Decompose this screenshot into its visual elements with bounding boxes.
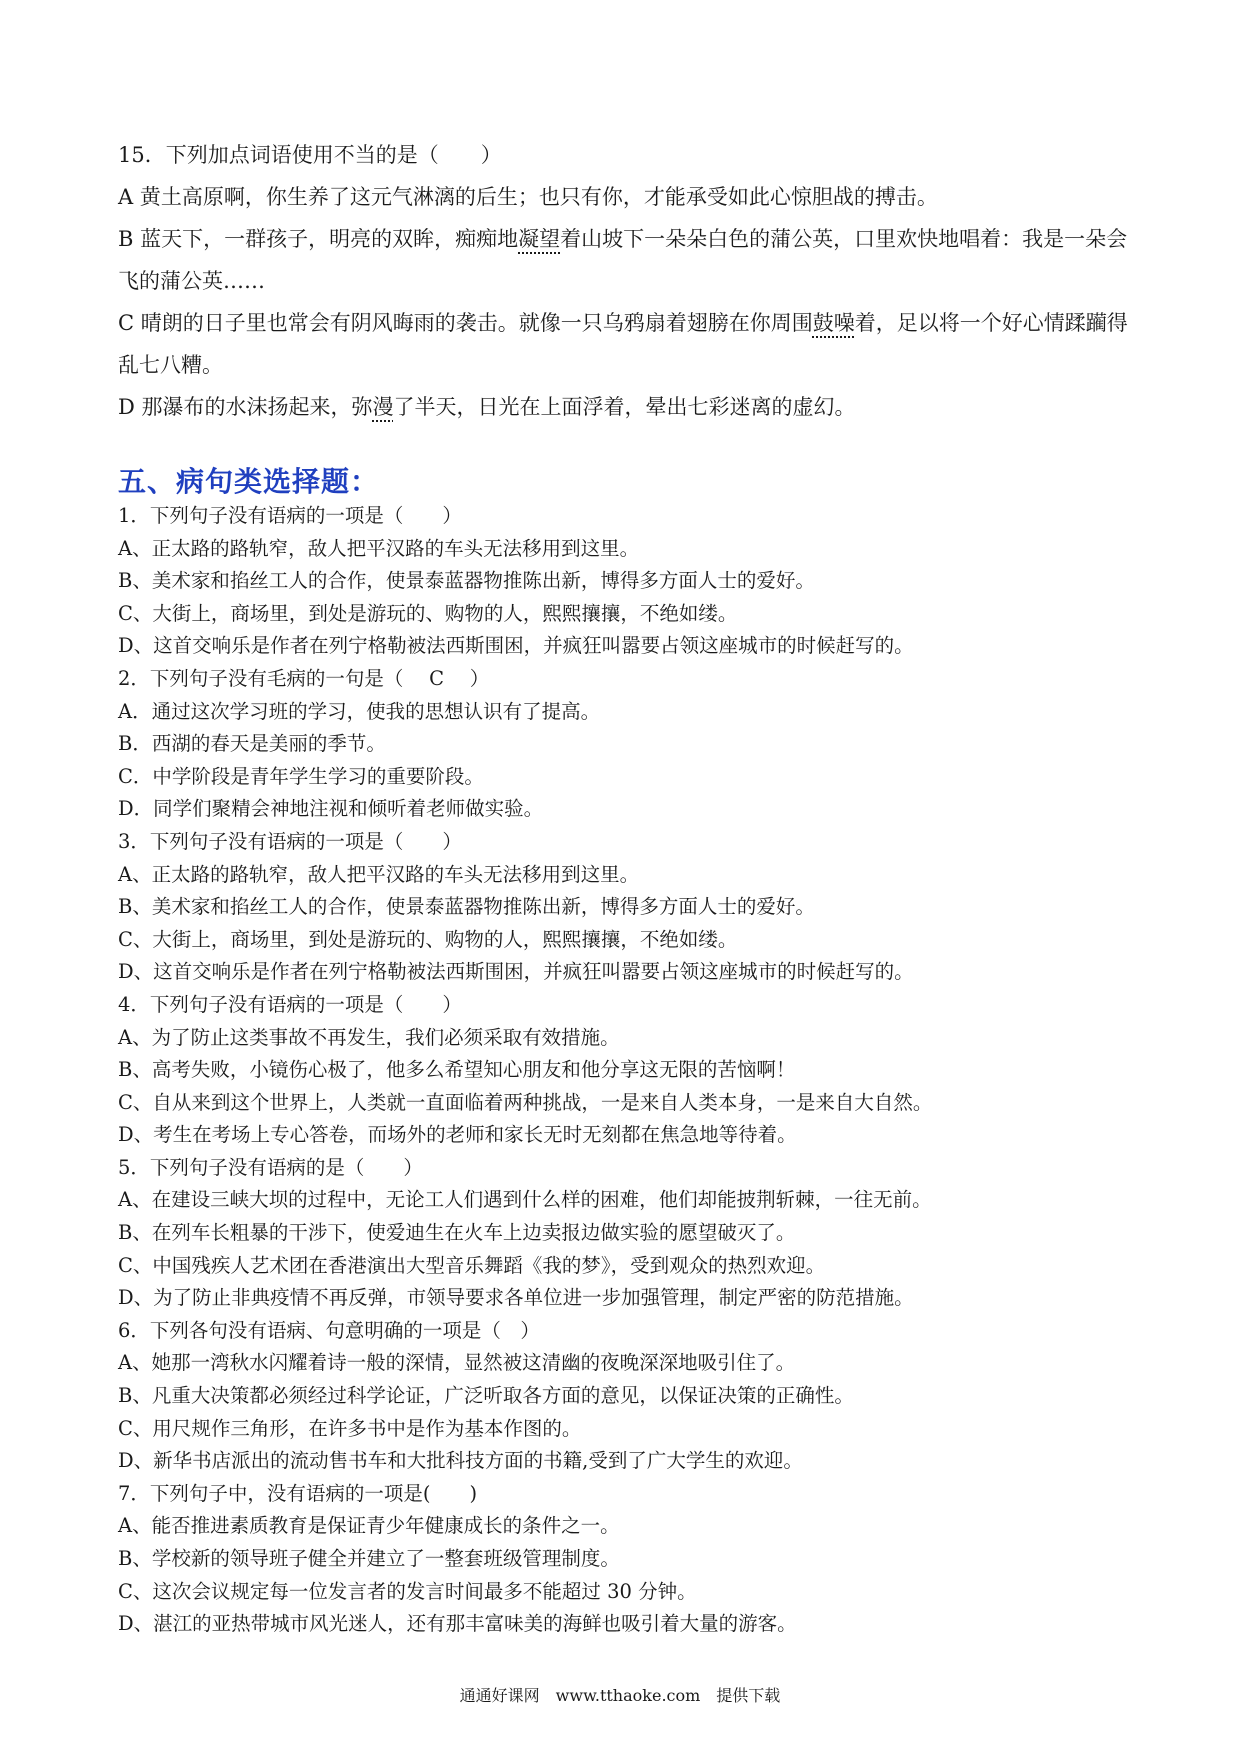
option-c: C、大街上，商场里，到处是游玩的、购物的人，熙熙攘攘，不绝如缕。 <box>118 927 738 951</box>
question-1 <box>118 500 1138 663</box>
option-c: C、自从来到这个世界上，人类就一直面临着两种挑战，一是来自人类本身，一是来自大自然。 <box>118 1090 933 1114</box>
option-c: C、大街上，商场里，到处是游玩的、购物的人，熙熙攘攘，不绝如缕。 <box>118 601 738 625</box>
question-15-option-d <box>118 386 1138 428</box>
option-a: A、在建设三峡大坝的过程中，无论工人们遇到什么样的困难，他们却能披荆斩棘，一往无前。 <box>118 1188 932 1212</box>
question-stem: 3．下列句子没有语病的一项是（ ） <box>118 829 462 853</box>
option-b: B、高考失败，小镜伤心极了，他多么希望知心朋友和他分享这无限的苦恼啊！ <box>118 1058 796 1082</box>
option-c: C、用尺规作三角形，在许多书中是作为基本作图的。 <box>118 1416 582 1440</box>
section-title: 五、病句类选择题： <box>118 465 380 498</box>
option-c-dotted-word: 鼓噪 <box>812 311 855 335</box>
option-b-dotted-word: 凝望 <box>518 227 561 251</box>
option-d-dotted-word: 漫 <box>372 395 394 419</box>
option-a: A．通过这次学习班的学习，使我的思想认识有了提高。 <box>118 699 601 723</box>
option-c: C、这次会议规定每一位发言者的发言时间最多不能超过 30 分钟。 <box>118 1579 697 1603</box>
option-b: B、美术家和掐丝工人的合作，使景泰蓝器物推陈出新，博得多方面人士的爱好。 <box>118 569 815 593</box>
footer-credit: 通通好课网 www.tthaoke.com 提供下载 <box>459 1686 781 1705</box>
option-b: B、凡重大决策都必须经过科学论证，广泛听取各方面的意见，以保证决策的正确性。 <box>118 1384 854 1408</box>
question-6 <box>118 1315 1138 1478</box>
option-c-text-2: 着，足以将一个好心情蹂躏得乱七八糟。 <box>118 311 1128 377</box>
option-d: D、考生在考场上专心答卷，而场外的老师和家长无时无刻都在焦急地等待着。 <box>118 1123 797 1147</box>
option-d-text-1: D 那瀑布的水沫扬起来，弥 <box>118 395 373 419</box>
option-d-text-2: 了半天，日光在上面浮着，晕出七彩迷离的虚幻。 <box>393 395 856 419</box>
question-stem: 1．下列句子没有语病的一项是（ ） <box>118 504 462 527</box>
question-stem: 7．下列句子中，没有语病的一项是( ) <box>118 1481 478 1505</box>
option-c: C．中学阶段是青年学生学习的重要阶段。 <box>118 764 484 788</box>
option-d: D．同学们聚精会神地注视和倾听着老师做实验。 <box>118 797 544 821</box>
question-4 <box>118 989 1138 1152</box>
option-c: C、中国残疾人艺术团在香港演出大型音乐舞蹈《我的梦》，受到观众的热烈欢迎。 <box>118 1253 826 1277</box>
option-a: A、正太路的路轨窄，敌人把平汉路的车头无法移用到这里。 <box>118 862 640 886</box>
question-list <box>118 500 1138 1641</box>
option-b: B、美术家和掐丝工人的合作，使景泰蓝器物推陈出新，博得多方面人士的爱好。 <box>118 895 815 919</box>
option-b: B、在列车长粗暴的干涉下，使爱迪生在火车上边卖报边做实验的愿望破灭了。 <box>118 1221 796 1245</box>
option-a: A、她那一湾秋水闪耀着诗一般的深情，显然被这清幽的夜晚深深地吸引住了。 <box>118 1351 796 1375</box>
question-stem: 4．下列句子没有语病的一项是（ ） <box>118 992 462 1016</box>
option-d: D、为了防止非典疫情不再反弹，市领导要求各单位进一步加强管理，制定严密的防范措施。 <box>118 1286 914 1310</box>
option-a: A、为了防止这类事故不再发生，我们必须采取有效措施。 <box>118 1025 620 1049</box>
question-15-stem: 15．下列加点词语使用不当的是（ ） <box>118 143 502 167</box>
question-2 <box>118 663 1138 826</box>
question-stem: 2．下列句子没有毛病的一句是（ C ） <box>118 666 490 690</box>
option-c-text-1: C 晴朗的日子里也常会有阴风晦雨的袭击。就像一只乌鸦扇着翅膀在你周围 <box>118 311 813 335</box>
option-b: B．西湖的春天是美丽的季节。 <box>118 732 386 756</box>
question-stem: 6．下列各句没有语病、句意明确的一项是（ ） <box>118 1318 540 1342</box>
question-15-option-a: A 黄土高原啊，你生养了这元气淋漓的后生；也只有你，才能承受如此心惊胆战的搏击。 <box>118 185 938 209</box>
option-b: B、学校新的领导班子健全并建立了一整套班级管理制度。 <box>118 1547 620 1570</box>
question-5 <box>118 1152 1138 1315</box>
option-d: D、这首交响乐是作者在列宁格勒被法西斯围困，并疯狂叫嚣要占领这座城市的时候赶写的。 <box>118 634 914 658</box>
question-7 <box>118 1478 1138 1641</box>
question-15-option-b <box>118 218 1138 302</box>
option-a: A、正太路的路轨窄，敌人把平汉路的车头无法移用到这里。 <box>118 536 640 560</box>
option-d: D、湛江的亚热带城市风光迷人，还有那丰富味美的海鲜也吸引着大量的游客。 <box>118 1612 797 1636</box>
question-stem: 5．下列句子没有语病的是（ ） <box>118 1155 423 1179</box>
option-a: A、能否推进素质教育是保证青少年健康成长的条件之一。 <box>118 1514 620 1538</box>
question-15 <box>118 134 1138 428</box>
question-3 <box>118 826 1138 989</box>
option-b-text-2: 着山坡下一朵朵白色的蒲公英，口里欢快地唱着：我是一朵会飞的蒲公英…… <box>118 227 1128 293</box>
option-b-text-1: B 蓝天下，一群孩子，明亮的双眸，痴痴地 <box>118 227 519 251</box>
option-d: D、这首交响乐是作者在列宁格勒被法西斯围困，并疯狂叫嚣要占领这座城市的时候赶写的。 <box>118 960 914 984</box>
question-15-option-c <box>118 302 1138 386</box>
option-d: D、新华书店派出的流动售书车和大批科技方面的书籍,受到了广大学生的欢迎。 <box>118 1449 803 1473</box>
